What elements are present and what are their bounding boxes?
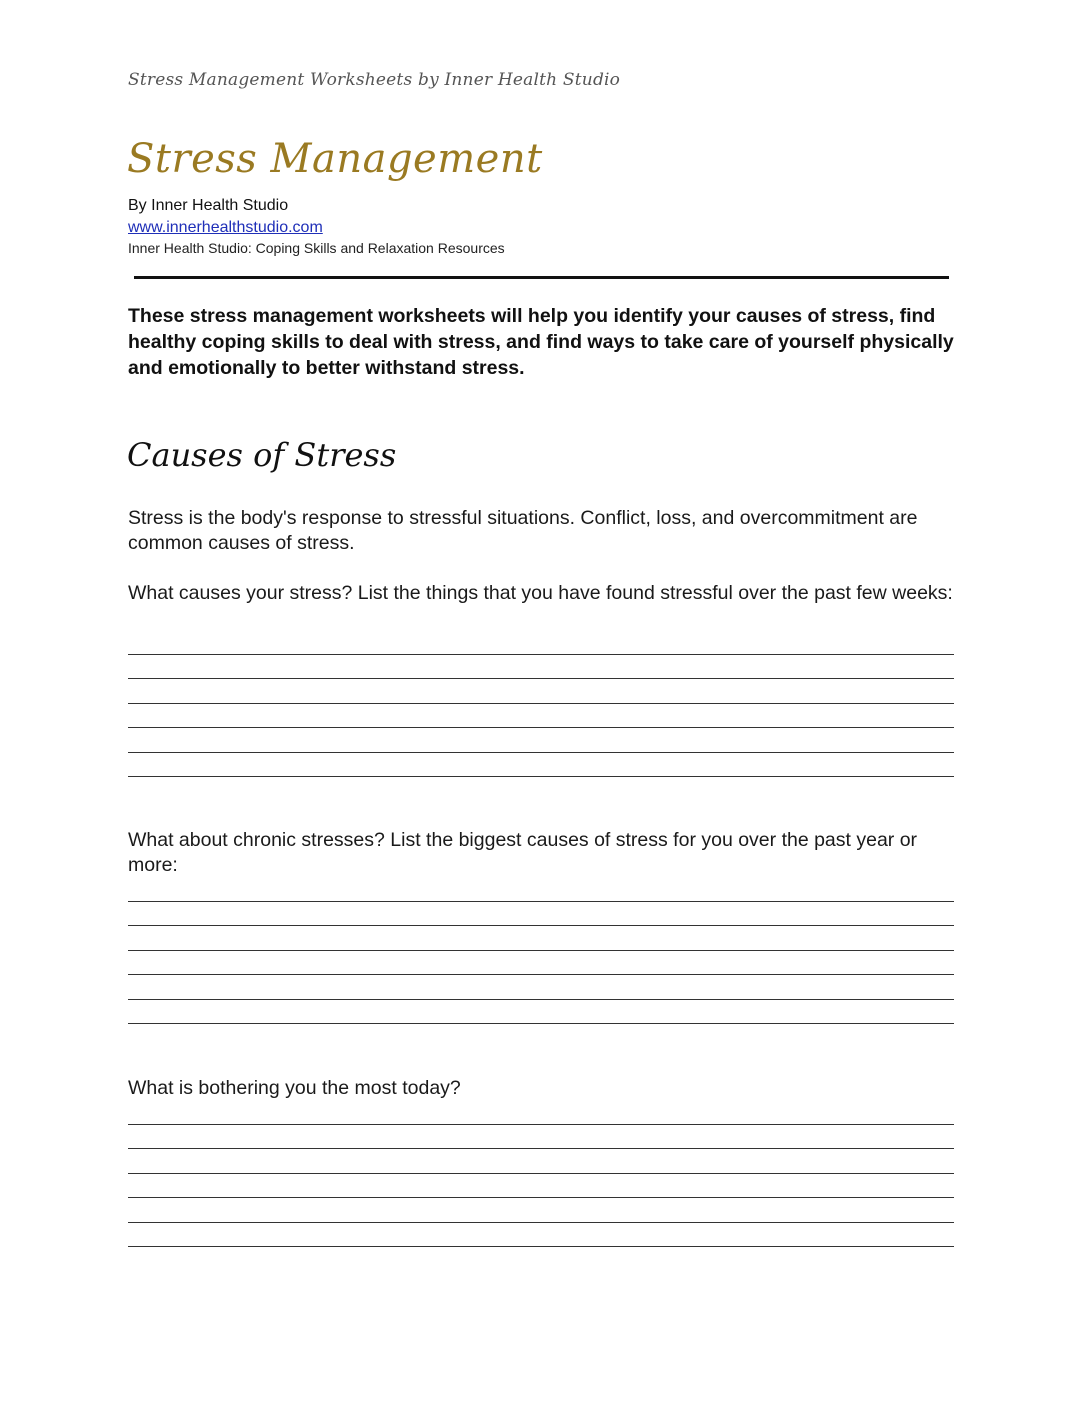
answer-line[interactable] [128, 1000, 954, 1025]
question-1-prompt: What causes your stress? List the things that you have found stressful over the past few weeks: [128, 582, 953, 604]
question-3-prompt: What is bothering you the most today? [128, 1077, 461, 1099]
question-2-answer-lines[interactable] [128, 877, 954, 1024]
answer-line[interactable] [128, 1125, 954, 1150]
byline: By Inner Health Studio [128, 197, 289, 214]
divider [134, 276, 949, 279]
answer-line[interactable] [128, 1198, 954, 1223]
answer-line[interactable] [128, 630, 954, 655]
question-3-answer-lines[interactable] [128, 1100, 954, 1247]
answer-line[interactable] [128, 1100, 954, 1125]
answer-line[interactable] [128, 877, 954, 902]
section-description: Stress is the body's response to stressful situations. Conflict, loss, and overcommitment are common causes of stress. [128, 507, 918, 554]
answer-line[interactable] [128, 975, 954, 1000]
answer-line[interactable] [128, 655, 954, 680]
answer-line[interactable] [128, 753, 954, 778]
answer-line[interactable] [128, 951, 954, 976]
question-1-answer-lines[interactable] [128, 630, 954, 777]
tagline: Inner Health Studio: Coping Skills and Relaxation Resources [128, 240, 505, 256]
website-link[interactable]: www.innerhealthstudio.com [128, 219, 323, 236]
answer-line[interactable] [128, 902, 954, 927]
answer-line[interactable] [128, 679, 954, 704]
answer-line[interactable] [128, 926, 954, 951]
answer-line[interactable] [128, 728, 954, 753]
answer-line[interactable] [128, 1223, 954, 1248]
intro-paragraph: These stress management worksheets will help you identify your causes of stress, find healthy coping skills to deal with stress, and find ways to take care of yourself physically and emotionally to better withstand stress. [128, 305, 954, 379]
running-header: Stress Management Worksheets by Inner Health Studio [128, 70, 621, 90]
answer-line[interactable] [128, 704, 954, 729]
page-title: Stress Management [127, 136, 543, 182]
question-2-prompt: What about chronic stresses? List the biggest causes of stress for you over the past year or more: [128, 829, 918, 876]
section-title: Causes of Stress [127, 436, 397, 474]
answer-line[interactable] [128, 1149, 954, 1174]
answer-line[interactable] [128, 1174, 954, 1199]
